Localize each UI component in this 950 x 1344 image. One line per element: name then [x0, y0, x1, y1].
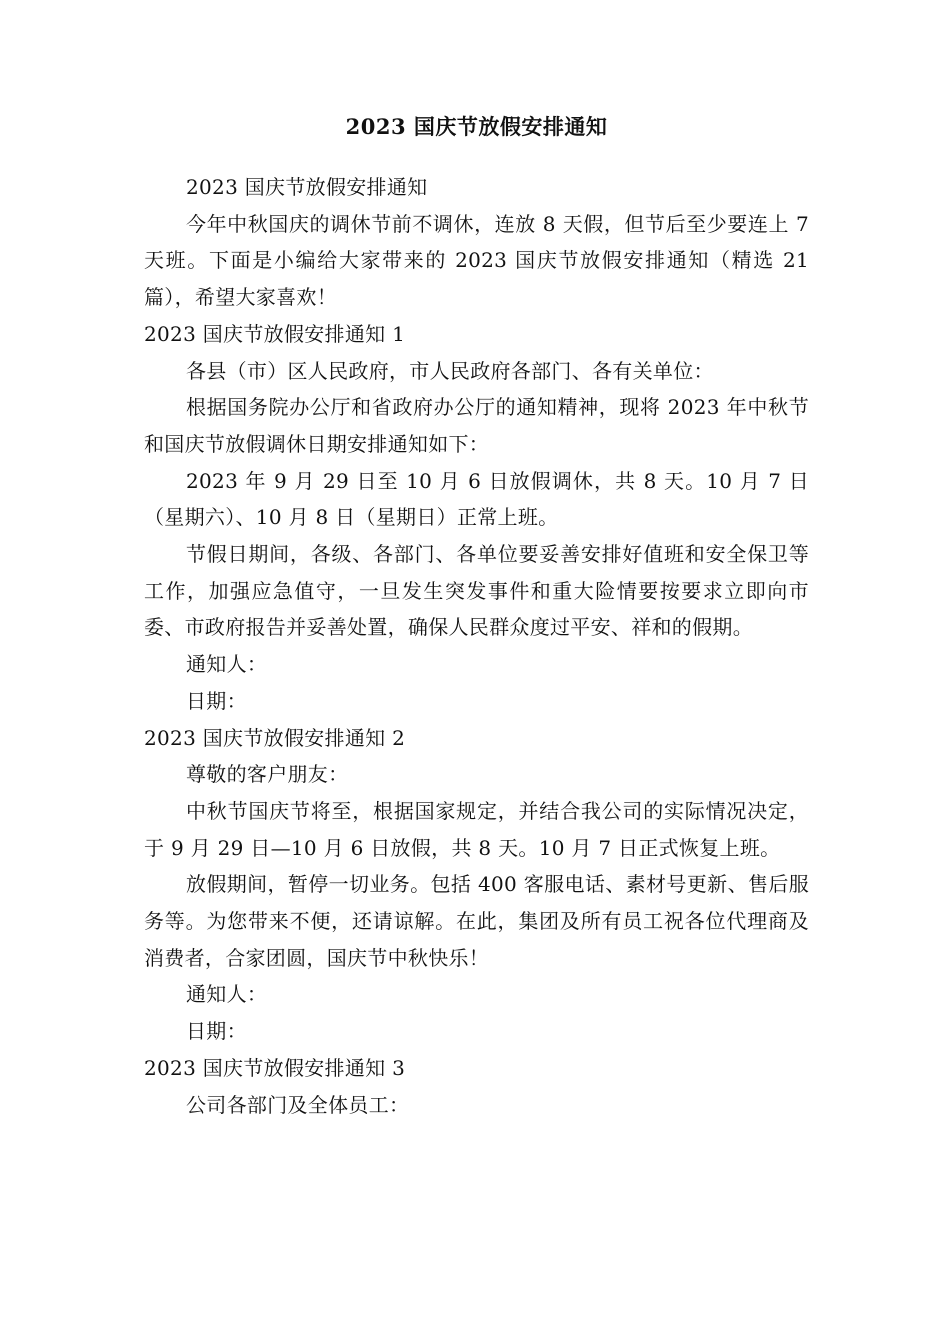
paragraph-body: 2023 年 9 月 29 日至 10 月 6 日放假调休，共 8 天。10 月 7 日（星期六）、10 月 8 日（星期日）正常上班。	[144, 468, 809, 530]
paragraph-subtitle: 2023 国庆节放假安排通知	[186, 175, 428, 199]
paragraph-date-1: 日期：	[186, 688, 247, 713]
section-heading-3: 2023 国庆节放假安排通知 3	[144, 1055, 406, 1080]
section-heading-2: 2023 国庆节放假安排通知 2	[144, 725, 406, 750]
paragraph-salutation-3: 公司各部门及全体员工：	[186, 1092, 410, 1117]
paragraph-salutation-1: 各县（市）区人民政府，市人民政府各部门、各有关单位：	[186, 358, 714, 383]
paragraph-body: 根据国务院办公厅和省政府办公厅的通知精神，现将 2023 年中秋节和国庆节放假调休日期安排通知如下：	[144, 395, 809, 456]
paragraph-body: 中秋节国庆节将至，根据国家规定，并结合我公司的实际情况决定，于 9 月 29 日—10 月 6 日放假，共 8 天。10 月 7 日正式恢复上班。	[144, 798, 809, 860]
paragraph-intro: 今年中秋国庆的调休节前不调休，连放 8 天假，但节后至少要连上 7 天班。下面是小编给大家带来的 2023 国庆节放假安排通知（精选 21 篇），希望大家喜欢！	[144, 211, 809, 310]
document-body	[144, 112, 809, 1123]
section-heading-1: 2023 国庆节放假安排通知 1	[144, 321, 406, 346]
paragraph-body: 放假期间，暂停一切业务。包括 400 客服电话、素材号更新、售后服务等。为您带来不便，还请谅解。在此，集团及所有员工祝各位代理商及消费者，合家团圆，国庆节中秋快乐！	[144, 872, 809, 970]
document-title: 2023 国庆节放假安排通知	[345, 114, 608, 139]
paragraph-body: 节假日期间，各级、各部门、各单位要妥善安排好值班和安全保卫等工作，加强应急值守，一旦发生突发事件和重大险情要按要求立即向市委、市政府报告并妥善处置，确保人民群众度过平安、祥和的假期。	[144, 542, 809, 640]
paragraph-notifier-2: 通知人：	[186, 982, 268, 1007]
paragraph-date-2: 日期：	[186, 1019, 247, 1044]
paragraph-notifier-1: 通知人：	[186, 652, 268, 677]
paragraph-salutation-2: 尊敬的客户朋友：	[186, 762, 349, 787]
